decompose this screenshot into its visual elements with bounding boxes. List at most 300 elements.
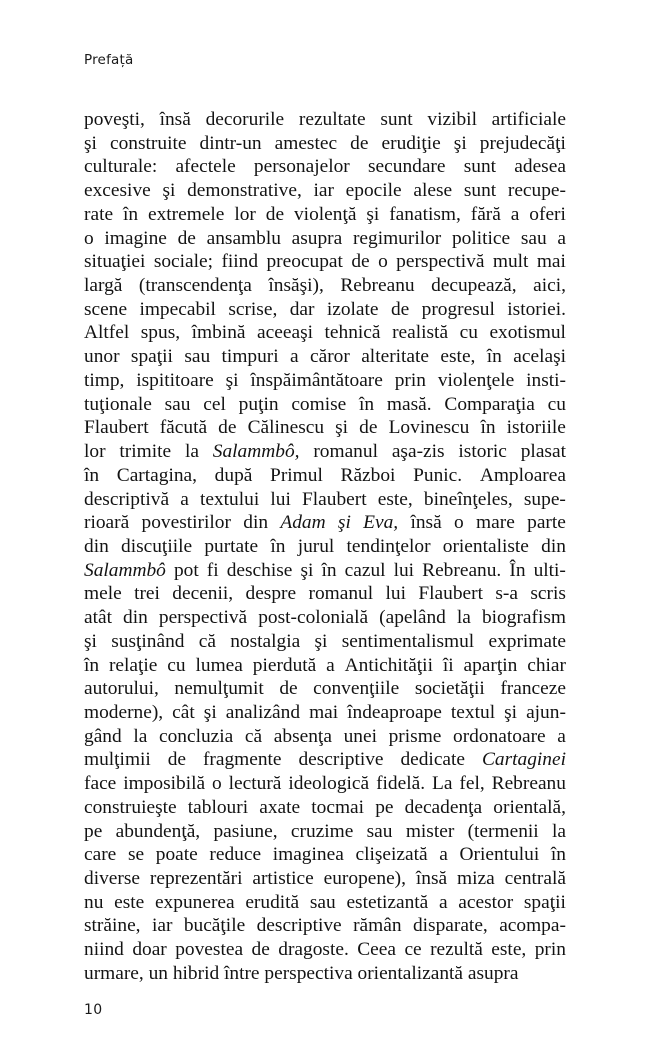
- word: [291, 820, 353, 844]
- text-run: în: [270, 535, 286, 557]
- word: [84, 464, 99, 488]
- text-run: sau: [164, 393, 191, 415]
- word: [84, 701, 163, 725]
- text-run: prejudecăţi: [479, 132, 566, 154]
- italic-run: Eva,: [363, 512, 399, 534]
- text-run: oferi: [529, 203, 566, 225]
- word: [187, 179, 302, 203]
- word: [415, 677, 485, 701]
- text-run: supe-: [523, 488, 566, 510]
- word: [325, 321, 381, 345]
- text-run: chiar: [527, 654, 566, 676]
- text-run: mele: [84, 583, 122, 605]
- word: [174, 559, 199, 583]
- word: [471, 203, 501, 227]
- text-run: preocupat: [266, 251, 343, 273]
- word: [495, 582, 518, 606]
- text-run: artistice: [252, 868, 314, 889]
- word: [379, 606, 446, 630]
- text-run: că: [198, 630, 216, 652]
- text-run: tablouri: [187, 796, 249, 818]
- text-line: [84, 416, 566, 440]
- text-run: însăşi),: [268, 275, 324, 297]
- text-run: şi: [335, 417, 349, 439]
- text-run: trei: [134, 583, 160, 605]
- text-run: Comparaţia: [444, 393, 535, 415]
- text-line: [84, 725, 566, 749]
- text-run: sau: [309, 891, 336, 913]
- word: [159, 606, 247, 630]
- text-run: atât: [84, 607, 112, 629]
- italic-run: Adam: [280, 512, 326, 534]
- text-run: violenţă: [293, 203, 357, 225]
- text-run: timp,: [84, 369, 125, 391]
- text-run: rezultă: [430, 939, 483, 961]
- text-run: făcută: [159, 417, 208, 439]
- text-run: unei: [343, 725, 377, 747]
- word: [168, 748, 186, 772]
- text-run: tendinţelor: [346, 535, 431, 557]
- word: [367, 820, 393, 844]
- text-run: după: [214, 464, 253, 486]
- text-run: politice: [451, 227, 511, 249]
- word: [200, 488, 259, 512]
- word: [109, 654, 157, 678]
- text-run: sentimentalismul: [341, 630, 475, 652]
- text-run: Rebreanu.: [422, 559, 502, 581]
- text-run: relaţie: [108, 654, 158, 676]
- text-run: perspectivă: [158, 607, 248, 629]
- word: [254, 155, 350, 179]
- word: [482, 748, 566, 772]
- text-run: o: [378, 251, 388, 273]
- word: [439, 843, 448, 867]
- text-line: [84, 179, 566, 203]
- text-run: din: [123, 607, 148, 629]
- word: [458, 891, 513, 915]
- word: [252, 938, 270, 962]
- text-line: [84, 155, 566, 179]
- text-run: decorurile: [205, 109, 285, 130]
- word: [160, 108, 191, 132]
- text-run: alteritate: [361, 346, 430, 368]
- text-line: [84, 701, 566, 725]
- word: [340, 274, 414, 298]
- text-run: mai: [309, 701, 339, 723]
- text-run: deschise: [226, 559, 293, 581]
- word: [155, 891, 235, 915]
- text-run: (transcendenţa: [138, 275, 252, 297]
- word: [361, 345, 429, 369]
- word: [132, 938, 166, 962]
- text-run: lui: [393, 559, 415, 581]
- text-run: la: [551, 820, 566, 842]
- text-run: extremele: [147, 203, 225, 225]
- word: [315, 630, 328, 654]
- text-run: mult: [492, 251, 529, 273]
- word: [504, 701, 517, 725]
- text-run: franceze: [500, 678, 566, 700]
- word: [551, 843, 566, 867]
- word: [353, 914, 401, 938]
- text-run: străine,: [84, 915, 141, 937]
- word: [521, 440, 566, 464]
- text-run: aşa-zis: [391, 441, 445, 463]
- word: [526, 369, 566, 393]
- word: [460, 843, 540, 867]
- word: [206, 108, 285, 132]
- word: [394, 559, 414, 583]
- text-run: exprimate: [488, 630, 566, 652]
- text-line: [84, 227, 566, 251]
- text-run: Călinescu: [247, 417, 325, 439]
- word: [184, 345, 210, 369]
- text-run: izolate: [326, 298, 379, 320]
- word: [359, 393, 374, 417]
- text-run: convenţiile: [313, 678, 400, 700]
- text-run: susţinând: [111, 630, 185, 652]
- text-run: jurul: [297, 535, 335, 557]
- word: [270, 535, 285, 559]
- text-run: cruzime: [290, 820, 354, 842]
- text-run: perspectivă: [396, 251, 485, 273]
- word: [84, 416, 149, 440]
- word: [458, 440, 506, 464]
- word: [482, 606, 566, 630]
- text-run: descriptive: [298, 749, 384, 771]
- word: [508, 179, 566, 203]
- word: [104, 227, 166, 251]
- text-run: sunt: [463, 180, 497, 202]
- word: [84, 321, 129, 345]
- word: [395, 369, 426, 393]
- text-run: puţin: [238, 393, 279, 415]
- word: [150, 867, 243, 891]
- text-run: sociale;: [153, 251, 214, 273]
- word: [228, 298, 277, 322]
- word: [489, 321, 565, 345]
- text-run: romanul: [308, 583, 374, 605]
- word: [84, 820, 102, 844]
- text-line: [84, 962, 566, 986]
- word: [311, 796, 364, 820]
- text-run: poate: [155, 844, 198, 866]
- word: [300, 559, 313, 583]
- word: [84, 298, 127, 322]
- text-run: aceeaşi: [257, 322, 313, 344]
- text-run: şi: [453, 132, 467, 154]
- text-run: din: [243, 512, 269, 534]
- text-run: pasiune,: [213, 820, 278, 842]
- word: [270, 464, 323, 488]
- word: [400, 748, 465, 772]
- text-run: regimurilor: [352, 227, 442, 249]
- word: [111, 630, 184, 654]
- word: [527, 654, 566, 678]
- text-run: face: [84, 773, 117, 795]
- text-run: despre: [245, 583, 297, 605]
- text-run: Lovinescu: [388, 417, 470, 439]
- text-line: [84, 938, 566, 962]
- text-run: orientală,: [493, 796, 566, 818]
- text-run: fără: [470, 203, 501, 225]
- text-run: este,: [491, 939, 527, 961]
- word: [234, 203, 256, 227]
- word: [452, 227, 510, 251]
- text-run: bineînţeles,: [423, 488, 513, 510]
- text-run: Rebreanu: [340, 275, 415, 297]
- body-text-block: [84, 108, 566, 986]
- word: [207, 559, 219, 583]
- word: [476, 511, 515, 535]
- word: [488, 630, 566, 654]
- text-run: de: [350, 132, 369, 154]
- word: [389, 203, 461, 227]
- text-run: niind: [84, 939, 124, 961]
- text-run: că: [244, 725, 263, 747]
- word: [239, 393, 279, 417]
- word: [84, 108, 145, 132]
- text-run: tocmai: [311, 796, 365, 818]
- word: [266, 203, 284, 227]
- word: [302, 488, 367, 512]
- word: [159, 725, 233, 749]
- word: [84, 606, 112, 630]
- text-run: din: [84, 535, 109, 557]
- word: [291, 393, 346, 417]
- text-run: lectură: [228, 773, 282, 795]
- text-run: pierdută: [252, 654, 317, 676]
- word: [507, 298, 566, 322]
- word: [180, 488, 189, 512]
- word: [188, 796, 248, 820]
- word: [275, 132, 337, 156]
- text-run: societăţii: [414, 678, 485, 700]
- text-run: ordonatoare: [453, 725, 546, 747]
- text-run: la: [456, 607, 471, 629]
- word: [268, 274, 323, 298]
- text-run: dar: [289, 298, 315, 320]
- text-line: [84, 203, 566, 227]
- word: [389, 725, 442, 749]
- word: [142, 511, 231, 535]
- text-run: bucăţile: [183, 915, 246, 937]
- text-run: textul: [450, 701, 496, 723]
- word: [521, 227, 547, 251]
- word: [178, 227, 196, 251]
- text-line: [84, 464, 566, 488]
- word: [366, 203, 379, 227]
- word: [294, 203, 356, 227]
- word: [424, 488, 513, 512]
- word: [123, 606, 148, 630]
- word: [84, 843, 116, 867]
- text-run: şi: [366, 203, 380, 225]
- word: [280, 511, 325, 535]
- word: [110, 132, 186, 156]
- text-line: [84, 867, 566, 891]
- text-run: se: [127, 844, 145, 866]
- word: [457, 606, 471, 630]
- text-run: erudită: [245, 891, 300, 913]
- word: [162, 179, 175, 203]
- word: [345, 654, 433, 678]
- text-run: rămân: [353, 915, 402, 937]
- text-run: mulţimii: [84, 749, 151, 771]
- word: [266, 250, 342, 274]
- word: [405, 796, 483, 820]
- word: [84, 654, 99, 678]
- word: [468, 820, 539, 844]
- word: [410, 511, 441, 535]
- word: [203, 393, 226, 417]
- word: [416, 867, 447, 891]
- text-run: îi: [442, 654, 454, 676]
- text-line: [84, 843, 566, 867]
- word: [347, 701, 442, 725]
- word: [195, 654, 242, 678]
- word: [413, 464, 462, 488]
- text-run: iar: [313, 180, 334, 202]
- text-run: parte: [527, 512, 566, 534]
- text-run: discuţiile: [121, 535, 193, 557]
- word: [326, 654, 335, 678]
- word: [527, 511, 566, 535]
- word: [230, 630, 300, 654]
- text-run: dragoste.: [278, 939, 349, 961]
- word: [342, 630, 475, 654]
- word: [141, 321, 180, 345]
- text-run: de: [265, 203, 285, 225]
- text-run: cu: [459, 322, 478, 344]
- text-run: progresul: [421, 298, 495, 320]
- word: [172, 701, 195, 725]
- text-run: demonstrative,: [187, 180, 302, 202]
- text-run: povestea: [175, 939, 244, 961]
- text-run: a: [557, 227, 566, 249]
- text-run: (apelând: [379, 607, 446, 629]
- word: [209, 843, 261, 867]
- text-run: biografism: [481, 607, 566, 629]
- word: [422, 298, 495, 322]
- text-run: fi: [206, 559, 219, 581]
- word: [213, 820, 277, 844]
- word: [84, 748, 151, 772]
- text-run: secundare: [367, 156, 446, 178]
- word: [298, 535, 335, 559]
- word: [257, 321, 313, 345]
- word: [480, 416, 495, 440]
- text-run: sau: [520, 227, 547, 249]
- text-run: o: [454, 512, 464, 534]
- word: [192, 321, 246, 345]
- word: [345, 559, 386, 583]
- word: [84, 227, 94, 251]
- text-run: tuţionale: [84, 393, 152, 415]
- text-run: nu: [84, 891, 104, 913]
- word: [357, 938, 396, 962]
- word: [385, 582, 405, 606]
- word: [160, 416, 207, 440]
- word: [392, 440, 445, 464]
- text-run: mai: [536, 251, 566, 273]
- text-run: aici,: [533, 275, 566, 297]
- word: [84, 630, 97, 654]
- text-run: Război: [340, 464, 396, 486]
- text-run: în: [84, 464, 100, 486]
- word: [243, 511, 268, 535]
- text-run: spus,: [140, 322, 181, 344]
- word: [513, 345, 566, 369]
- word: [227, 559, 293, 583]
- text-run: ulti-: [533, 559, 566, 581]
- word: [290, 345, 299, 369]
- word: [84, 250, 145, 274]
- word: [84, 725, 122, 749]
- text-run: şi: [314, 630, 328, 652]
- text-run: Primul: [270, 464, 323, 486]
- text-run: s-a: [495, 583, 518, 605]
- text-run: gând: [84, 725, 122, 747]
- text-line: [84, 630, 566, 654]
- text-run: moderne),: [84, 701, 164, 723]
- word: [119, 440, 171, 464]
- word: [389, 416, 470, 440]
- text-run: însă: [410, 512, 442, 534]
- text-run: Punic.: [413, 464, 463, 486]
- word: [309, 701, 338, 725]
- text-run: Antichităţii: [344, 654, 433, 676]
- text-run: poveşti,: [84, 109, 145, 130]
- text-run: care: [84, 844, 117, 866]
- text-run: prin: [394, 369, 426, 391]
- text-line: [84, 108, 566, 132]
- word: [541, 535, 566, 559]
- text-run: concluzia: [158, 725, 234, 747]
- text-run: şi: [84, 630, 97, 652]
- text-run: este: [114, 891, 145, 913]
- text-run: construite: [109, 132, 187, 154]
- text-run: fel,: [459, 773, 485, 795]
- word: [314, 179, 334, 203]
- text-run: clişeizată: [355, 844, 428, 866]
- word: [218, 416, 236, 440]
- text-run: disparate,: [412, 915, 488, 937]
- word: [229, 772, 282, 796]
- word: [524, 488, 566, 512]
- text-run: analizând: [225, 701, 301, 723]
- word: [131, 345, 173, 369]
- word: [274, 725, 332, 749]
- text-run: rate: [84, 203, 114, 225]
- text-run: scris: [530, 583, 566, 605]
- text-run: de: [167, 749, 187, 771]
- text-run: este,: [440, 346, 476, 368]
- word: [355, 843, 427, 867]
- word: [290, 298, 315, 322]
- word: [133, 725, 147, 749]
- word: [359, 416, 377, 440]
- text-run: este,: [377, 488, 413, 510]
- word: [493, 796, 566, 820]
- text-run: comise: [291, 393, 347, 415]
- word: [84, 891, 103, 915]
- word: [443, 535, 529, 559]
- text-run: Flaubert: [301, 488, 367, 510]
- text-run: fanatism,: [389, 203, 461, 225]
- word: [84, 203, 113, 227]
- text-run: Ceea: [357, 939, 396, 961]
